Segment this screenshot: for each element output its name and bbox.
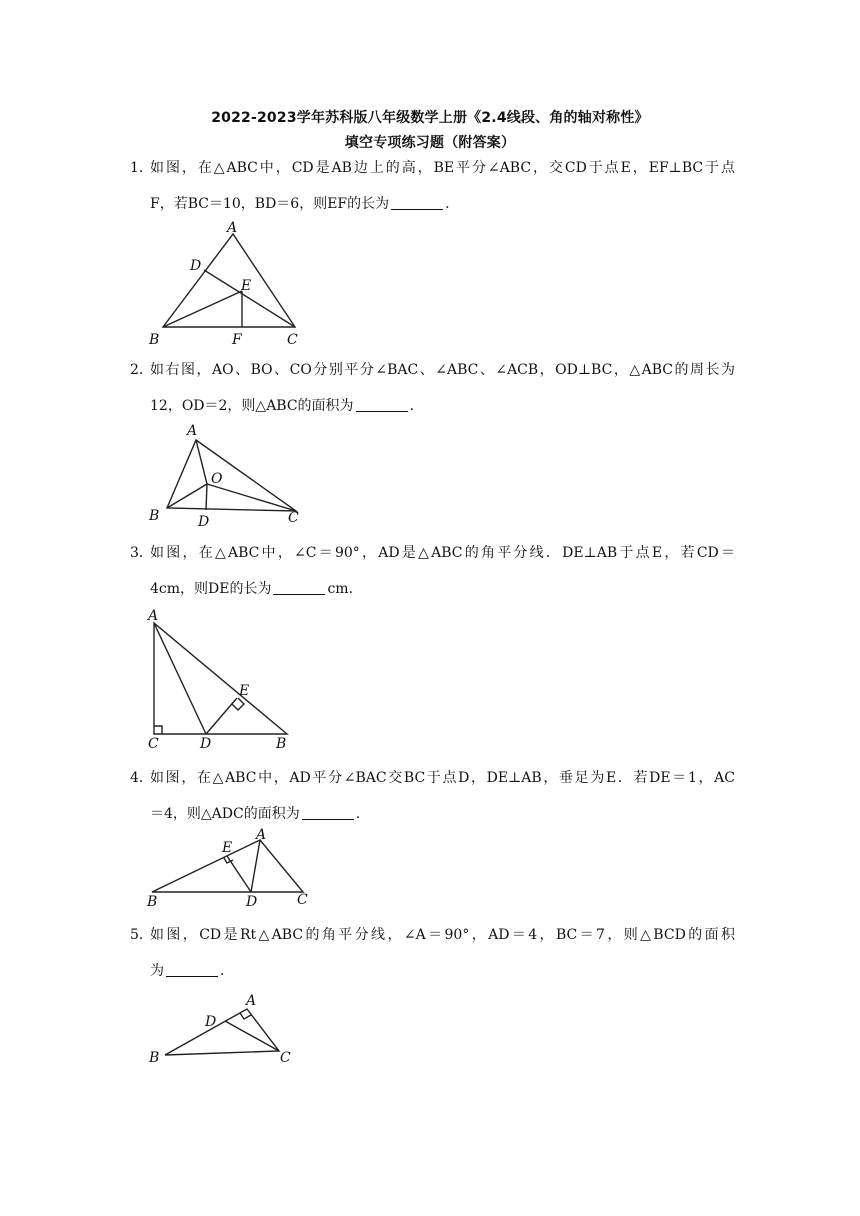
question-text-continued: ＝4，则△ADC的面积为 . (150, 806, 361, 822)
question-text: 如右图，AO、BO、CO分别平分∠BAC、∠ABC、∠ACB，OD⊥BC，△ABC的周长为 (150, 362, 735, 378)
label-e: E (241, 278, 252, 294)
label-o: O (211, 471, 223, 487)
label-b: B (149, 508, 160, 524)
question-number: 1． (130, 160, 153, 176)
label-d: D (200, 736, 212, 752)
question-text: 如图，CD是Rt△ABC的角平分线，∠A＝90°，AD＝4，BC＝7，则△BCD的面积 (150, 927, 735, 943)
label-d: D (205, 1014, 217, 1030)
label-c: C (288, 510, 299, 526)
question-text: 如图，在△ABC中，CD是AB边上的高，BE平分∠ABC，交CD于点E，EF⊥BC于点 (150, 160, 735, 176)
worksheet-subtitle: 填空专项练习题（附答案） (344, 135, 516, 151)
label-b: B (149, 1050, 160, 1066)
label-d: D (246, 894, 258, 910)
label-d: D (190, 258, 202, 274)
question-text-continued: 12，OD＝2，则△ABC的面积为 . (150, 398, 415, 414)
label-c: C (287, 332, 298, 348)
worksheet-title: 2022-2023学年苏科版八年级数学上册《2.4线段、角的轴对称性》 (211, 110, 649, 126)
question-text-continued: 为 . (150, 963, 225, 979)
label-b: B (147, 894, 158, 910)
question-number: 2． (130, 362, 153, 378)
question-text: 如图，在△ABC中，∠C＝90°，AD是△ABC的角平分线．DE⊥AB于点E，若CD＝ (150, 545, 735, 561)
label-a: A (187, 423, 198, 439)
label-f: F (232, 332, 242, 348)
label-b: B (149, 332, 160, 348)
label-a: A (246, 993, 257, 1009)
label-c: C (297, 892, 308, 908)
label-b: B (276, 736, 287, 752)
label-e: E (239, 683, 250, 699)
question-text-continued: F，若BC＝10，BD＝6，则EF的长为 . (150, 196, 450, 212)
triangle-abc (165, 1009, 279, 1055)
label-c: C (148, 736, 159, 752)
label-a: A (227, 220, 238, 236)
label-a: A (256, 827, 267, 843)
label-c: C (280, 1050, 291, 1066)
segment-cd (225, 1021, 279, 1051)
question-number: 4． (130, 770, 153, 786)
question-number: 5． (130, 927, 153, 943)
right-angle-mark-a (240, 1013, 251, 1019)
question-text: 如图，在△ABC中，AD平分∠BAC交BC于点D，DE⊥AB，垂足为E．若DE＝1，AC (150, 770, 735, 786)
question-number: 3． (130, 545, 153, 561)
question-text-continued: 4cm，则DE的长为 cm． (150, 581, 363, 597)
label-e: E (222, 840, 233, 856)
label-d: D (198, 514, 210, 530)
label-a: A (148, 608, 159, 624)
